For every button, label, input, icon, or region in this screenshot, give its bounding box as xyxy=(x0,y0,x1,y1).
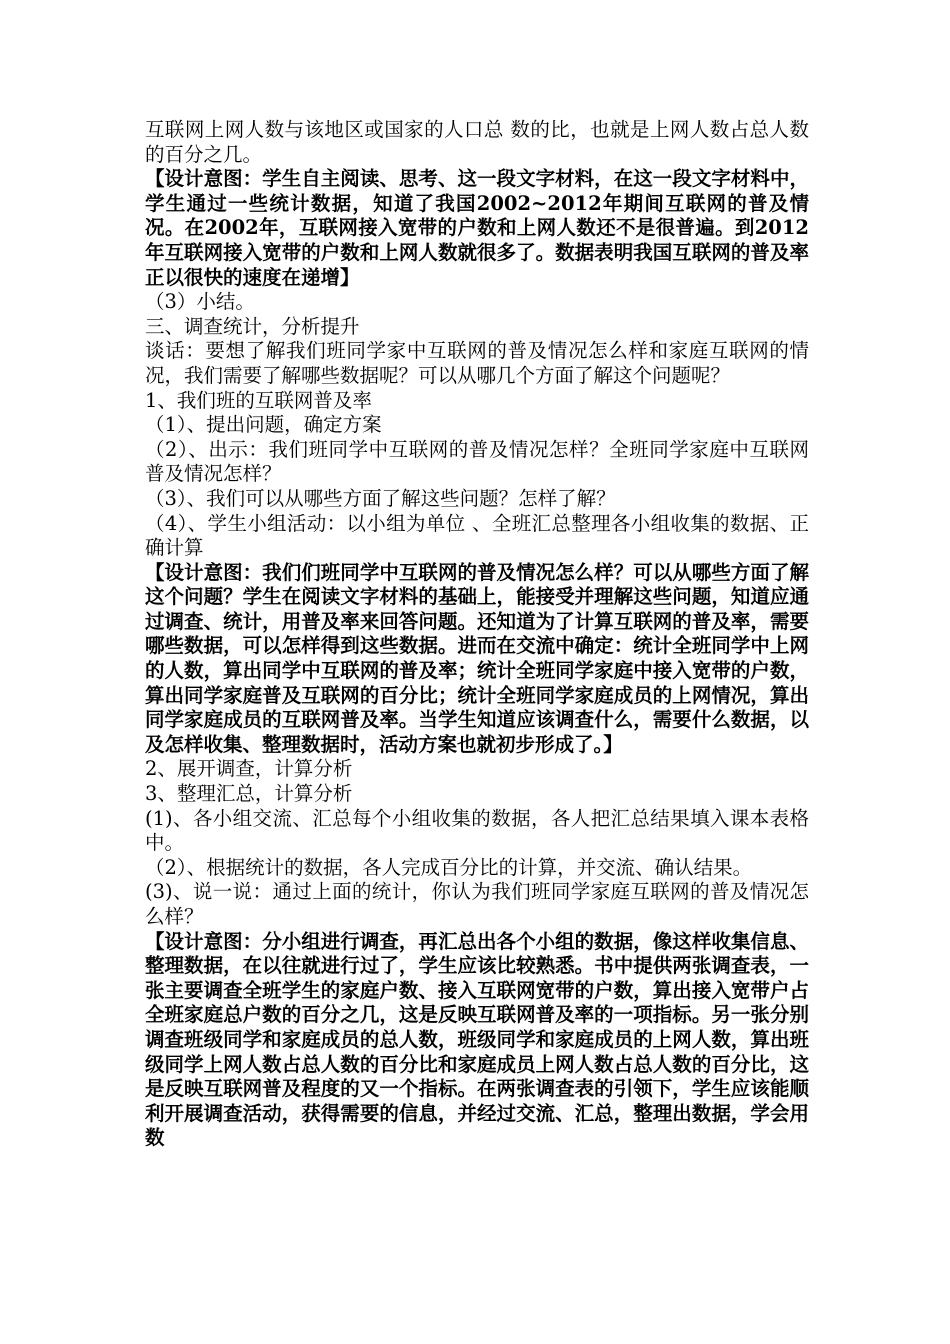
section-heading-3: 三、调查统计，分析提升 xyxy=(145,314,360,338)
paragraph-1: 互联网上网人数与该地区或国家的人口总 数的比，也就是上网人数占总人数的百分之几。 xyxy=(145,118,809,166)
step-3: （3）、我们可以从哪些方面了解这些问题？怎样了解？ xyxy=(145,486,616,510)
summary-step-3: (3)、说一说：通过上面的统计，你认为我们班同学家庭互联网的普及情况怎么样？ xyxy=(145,880,809,928)
subheading-1: 1、我们班的互联网普及率 xyxy=(145,388,372,412)
paragraph-talk: 谈话：要想了解我们班同学家中互联网的普及情况怎么样和家庭互联网的情况，我们需要了解哪些数据呢？可以从哪几个方面了解这个问题呢？ xyxy=(145,339,809,387)
summary-step-2: （2）、根据统计的数据，各人完成百分比的计算，并交流、确认结果。 xyxy=(145,855,753,879)
design-intent-3 xyxy=(145,930,809,1151)
subheading-3: 3、整理汇总，计算分析 xyxy=(145,782,353,806)
paragraph-summary: （3）小结。 xyxy=(145,290,255,314)
step-2: （2）、出示：我们班同学中互联网的普及情况怎样？全班同学家庭中互联网普及情况怎样？ xyxy=(145,437,809,486)
summary-step-1: (1)、各小组交流、汇总每个小组收集的数据，各人把汇总结果填入课本表格中。 xyxy=(145,806,809,855)
step-1: （1）、提出问题，确定方案 xyxy=(145,413,382,437)
design-intent-2: 【设计意图：我们们班同学中互联网的普及情况怎么样？可以从哪些方面了解这个问题？学生在阅读文字材料的基础上，能接受并理解这些问题，知道应通过调查、统计，用普及率来回答问题。还知道为了计算互联网的普及率，需要哪些数据，可以怎样得到这些数据。进而在交流中确定：统计全班同学中上网的人数，算出同学中互联网的普及率；统计全班同学家庭中接入宽带的户数，算出同学家庭普及互联网的百分比；统计全班同学家庭成员的上网情况，算出同学家庭成员的互联网普及率。当学生知道应该调查什么，需要什么数据，以及怎样收集、整理数据时，活动方案也就初步形成了。】 xyxy=(145,560,809,756)
design-intent-1: 【设计意图：学生自主阅读、思考、这一段文字材料，在这一段文字材料中，学生通过一些统计数据，知道了我国2002~2012年期间互联网的普及情况。在2002年，互联网接入宽带的户数和上网人数还不是很普遍。到2012年互联网接入宽带的户数和上网人数就很多了。数据表明我国互联网的普及率正以很快的速度在递增】 xyxy=(145,167,809,289)
design-intent-3-body: 分小组进行调查，再汇总出各个小组的数据，像这样收集信息、整理数据，在以往就进行过了，学生应该比较熟悉。书中提供两张调查表，一张主要调查全班学生的家庭户数、接入互联网宽带的户数，算出接入宽带户占全班家庭总户数的百分之几，这是反映互联网普及率的一项指标。另一张分别调查班级同学和家庭成员的总人数，班级同学和家庭成员的上网人数，算出班级同学上网人数占总人数的百分比和家庭成员上网人数占总人数的百分比，这是反映互联网普及程度的又一个指标。在两张调查表的引领下，学生应该能顺利开展调查活动，获得需要的信息，并经过交流、汇总，整理出数据，学会用数 xyxy=(145,929,809,1150)
document-page xyxy=(145,118,809,1151)
step-4: （4）、学生小组活动：以小组为单位 、全班汇总整理各小组收集的数据、正确计算 xyxy=(145,511,809,560)
design-intent-3-lead: 【设计意图： xyxy=(145,929,263,953)
subheading-2: 2、展开调查，计算分析 xyxy=(145,757,353,781)
